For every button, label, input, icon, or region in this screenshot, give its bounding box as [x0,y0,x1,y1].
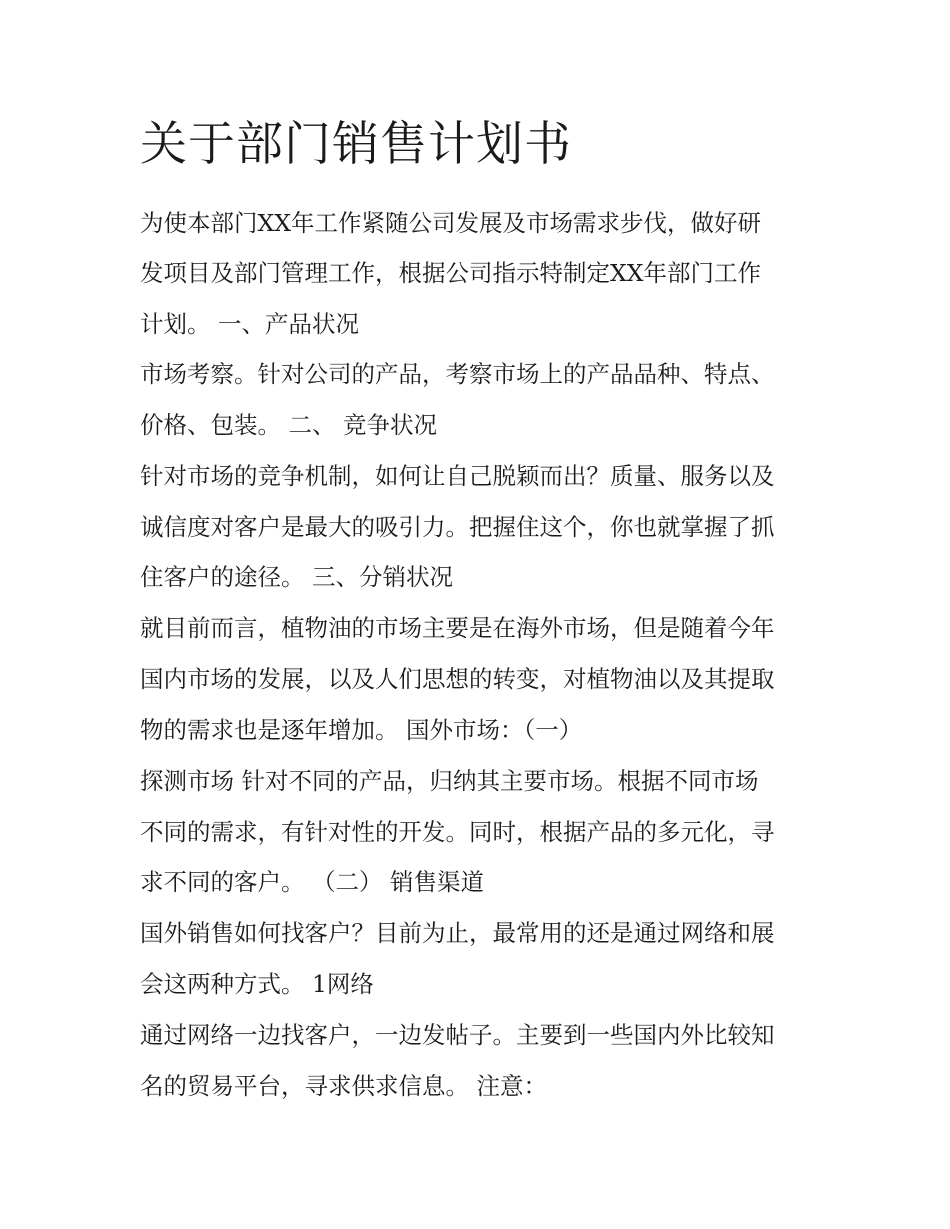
body-line: 国外销售如何找客户？目前为止，最常用的还是通过网络和展 [140,919,775,947]
body-line: 针对市场的竞争机制，如何让自己脱颖而出？质量、服务以及 [140,462,775,490]
body-line: 价格、包装。 二、 竞争状况 [140,411,437,439]
document-title: 关于部门销售计划书 [140,117,572,172]
body-line: 会这两种方式。 1网络 [140,970,374,998]
body-line: 为使本部门XX年工作紧随公司发展及市场需求步伐，做好研 [140,209,761,237]
body-line: 诚信度对客户是最大的吸引力。把握住这个，你也就掌握了抓 [140,513,775,541]
body-line: 发项目及部门管理工作，根据公司指示特制定XX年部门工作 [140,259,761,287]
body-line: 物的需求也是逐年增加。 国外市场：（一） [140,716,583,744]
body-line: 国内市场的发展，以及人们思想的转变，对植物油以及其提取 [140,665,775,693]
body-line: 求不同的客户。 （二） 销售渠道 [140,868,484,896]
body-line: 市场考察。针对公司的产品，考察市场上的产品品种、特点、 [140,360,775,388]
body-line: 不同的需求，有针对性的开发。同时，根据产品的多元化，寻 [140,818,775,846]
body-line: 通过网络一边找客户，一边发帖子。主要到一些国内外比较知 [140,1021,775,1049]
body-line: 名的贸易平台，寻求供求信息。 注意： [140,1072,547,1100]
body-line: 探测市场 针对不同的产品，归纳其主要市场。根据不同市场 [140,767,759,795]
body-line: 计划。 一、产品状况 [140,310,359,338]
body-line: 住客户的途径。 三、分销状况 [140,563,453,591]
body-line: 就目前而言，植物油的市场主要是在海外市场，但是随着今年 [140,614,775,642]
